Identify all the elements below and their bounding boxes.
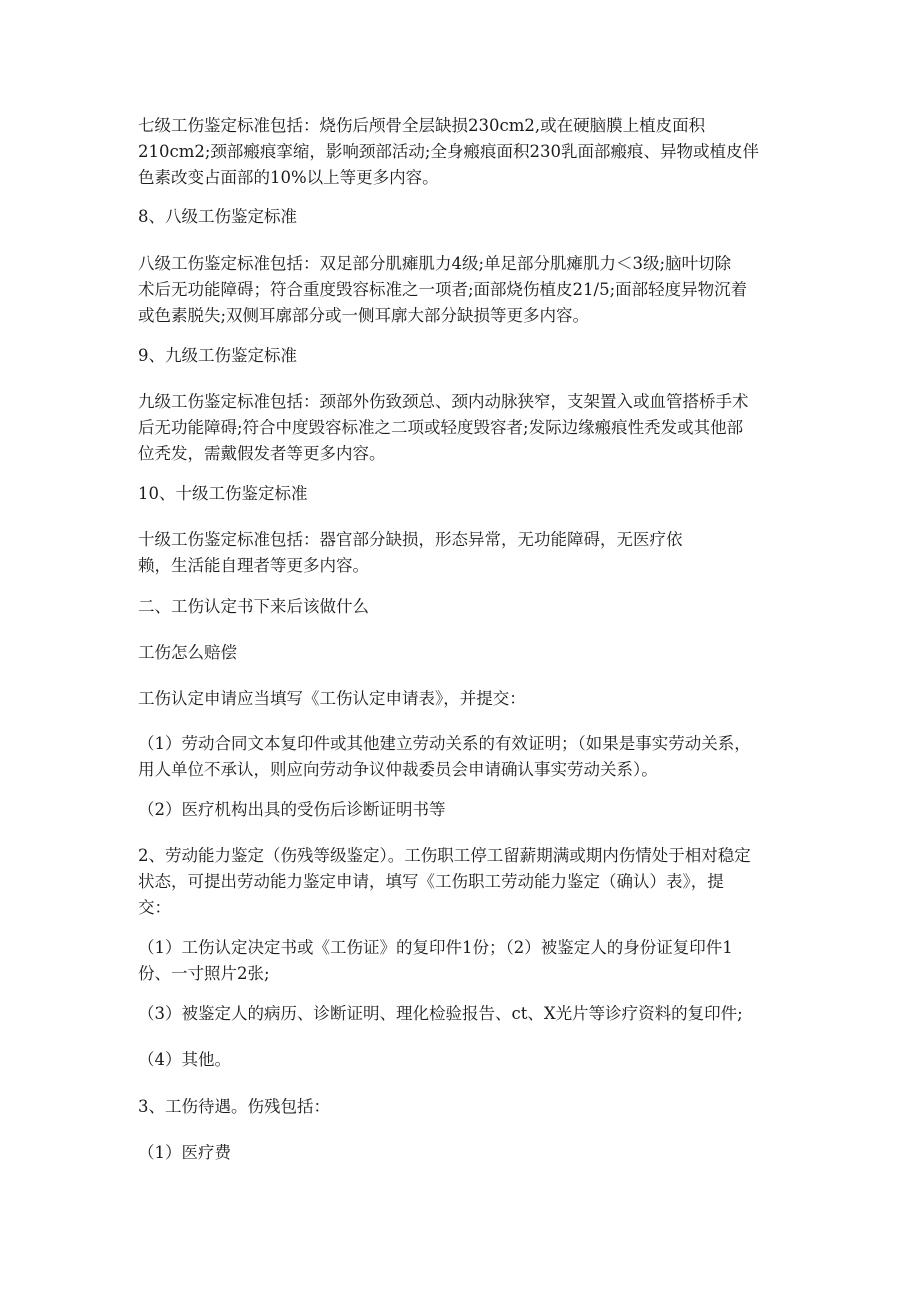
- list-item-decision: [138, 935, 788, 987]
- list-item-1: [138, 731, 788, 783]
- text-line: 或色素脱失;双侧耳廓部分或一侧耳廓大部分缺损等更多内容。: [138, 306, 590, 325]
- text-line: 二、工伤认定书下来后该做什么: [138, 597, 369, 616]
- text-line: 8、八级工伤鉴定标准: [138, 207, 297, 226]
- text-line: （1）劳动合同文本复印件或其他建立劳动关系的有效证明；（如果是事实劳动关系，: [138, 734, 751, 753]
- text-line: 术后无功能障碍；符合重度毁容标准之一项者;面部烧伤植皮21/5;面部轻度异物沉着: [138, 280, 748, 299]
- text-line: 工伤认定申请应当填写《工伤认定申请表》，并提交：: [138, 689, 526, 708]
- text-line: （1）医疗费: [138, 1143, 231, 1162]
- paragraph-application: [138, 686, 788, 712]
- heading-grade9: [138, 343, 788, 369]
- text-line: 210cm2;颈部瘢痕挛缩，影响颈部活动;全身瘢痕面积230乳面部瘢痕、异物或植皮伴: [138, 142, 759, 161]
- list-item-medical-records: [138, 1001, 788, 1027]
- paragraph-labor-ability: [138, 843, 788, 921]
- text-line: 份、一寸照片2张;: [138, 964, 270, 983]
- text-line: 八级工伤鉴定标准包括：双足部分肌瘫肌力4级;单足部分肌瘫肌力＜3级;脑叶切除: [138, 254, 732, 273]
- text-line: 10、十级工伤鉴定标准: [138, 484, 308, 503]
- text-line: 赖，生活能自理者等更多内容。: [138, 556, 369, 575]
- text-line: （4）其他。: [138, 1050, 231, 1069]
- list-item-medical-fee: [138, 1140, 788, 1166]
- text-line: 9、九级工伤鉴定标准: [138, 346, 297, 365]
- text-line: 交：: [138, 898, 171, 917]
- text-line: 色素改变占面部的10%以上等更多内容。: [138, 168, 439, 187]
- paragraph-grade8-standard: [138, 251, 788, 329]
- paragraph-grade9-standard: [138, 389, 788, 467]
- text-line: 后无功能障碍;符合中度毁容标准之二项或轻度毁容者;发际边缘瘢痕性秃发或其他部: [138, 418, 744, 437]
- text-line: 九级工伤鉴定标准包括：颈部外伤致颈总、颈内动脉狭窄，支架置入或血管搭桥手术: [138, 392, 749, 411]
- heading-compensation: [138, 640, 788, 666]
- text-line: 2、劳动能力鉴定（伤残等级鉴定）。工伤职工停工留薪期满或期内伤情处于相对稳定: [138, 846, 751, 865]
- text-line: （2）医疗机构出具的受伤后诊断证明书等: [138, 800, 446, 819]
- heading-grade8: [138, 204, 788, 230]
- list-item-2: [138, 797, 788, 823]
- text-line: （3）被鉴定人的病历、诊断证明、理化检验报告、ct、X光片等诊疗资料的复印件;: [138, 1004, 743, 1023]
- text-line: 状态，可提出劳动能力鉴定申请，填写《工伤职工劳动能力鉴定（确认）表》，提: [138, 872, 724, 891]
- text-line: 3、工伤待遇。伤残包括：: [138, 1097, 330, 1116]
- text-line: 工伤怎么赔偿: [138, 643, 237, 662]
- text-line: （1）工伤认定决定书或《工伤证》的复印件1份；（2）被鉴定人的身份证复印件1: [138, 938, 733, 957]
- heading-section-two: [138, 594, 788, 620]
- text-line: 十级工伤鉴定标准包括：器官部分缺损，形态异常，无功能障碍，无医疗依: [138, 530, 683, 549]
- heading-benefits: [138, 1094, 788, 1120]
- heading-grade10: [138, 481, 788, 507]
- text-line: 七级工伤鉴定标准包括：烧伤后颅骨全层缺损230cm2,或在硬脑膜上植皮面积: [138, 116, 706, 135]
- list-item-other: [138, 1047, 788, 1073]
- paragraph-grade10-standard: [138, 527, 788, 579]
- paragraph-grade7-standard: [138, 113, 788, 191]
- text-line: 位秃发，需戴假发者等更多内容。: [138, 444, 386, 463]
- text-line: 用人单位不承认，则应向劳动争议仲裁委员会申请确认事实劳动关系）。: [138, 760, 658, 779]
